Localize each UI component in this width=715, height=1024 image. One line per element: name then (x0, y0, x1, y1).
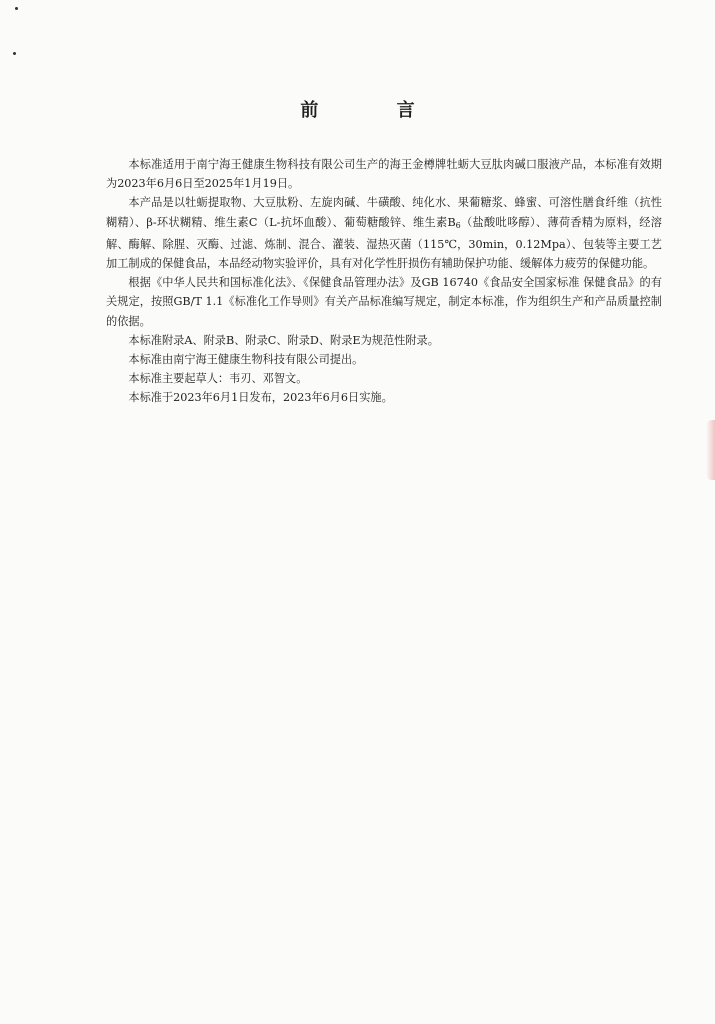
ingredients-text-part2: （盐酸吡哆醇）、薄荷香精为原料，经溶解、酶解、除腥、灭酶、过滤、炼制、混合、灌装、湿热灭菌（115℃，30min，0.12Mpa）、包装等主要工艺加工制成的保健食品，本品经动物实验评价，具有对化学性肝损伤有辅助保护功能、缓解体力疲劳的保健功能。 (106, 215, 662, 271)
seal-stamp-edge (706, 420, 715, 480)
paragraph-dates: 本标准于2023年6月1日发布，2023年6月6日实施。 (128, 391, 393, 405)
vitamin-subscript: 6 (455, 220, 461, 230)
document-body (106, 155, 662, 408)
ingredients-text-part1: 本产品是以牡蛎提取物、大豆肽粉、左旋肉碱、牛磺酸、纯化水、果葡糖浆、蜂蜜、可溶性膳食纤维（抗性糊精）、β-环状糊精、维生素C（L-抗坏血酸）、葡萄糖酸锌、维生素B (106, 196, 662, 229)
page-title: 前 言 (300, 100, 451, 121)
paragraph-ingredients (106, 193, 662, 273)
scan-speck (13, 52, 16, 55)
paragraph-drafters: 本标准主要起草人：韦刃、邓智文。 (128, 372, 308, 386)
paragraph-appendix: 本标准附录A、附录B、附录C、附录D、附录E为规范性附录。 (128, 333, 439, 347)
paragraph-basis: 根据《中华人民共和国标准化法》、《保健食品管理办法》及GB 16740《食品安全国家标准 保健食品》的有关规定，按照GB/T 1.1《标准化工作导则》有关产品标准编写规定，制定本标准，作为组织生产和产品质量控制的依据。 (106, 276, 662, 328)
paragraph-proposer: 本标准由南宁海王健康生物科技有限公司提出。 (128, 353, 364, 367)
scan-speck (15, 7, 18, 10)
paragraph-scope: 本标准适用于南宁海王健康生物科技有限公司生产的海王金樽牌牡蛎大豆肽肉碱口服液产品，本标准有效期为2023年6月6日至2025年1月19日。 (106, 158, 662, 191)
